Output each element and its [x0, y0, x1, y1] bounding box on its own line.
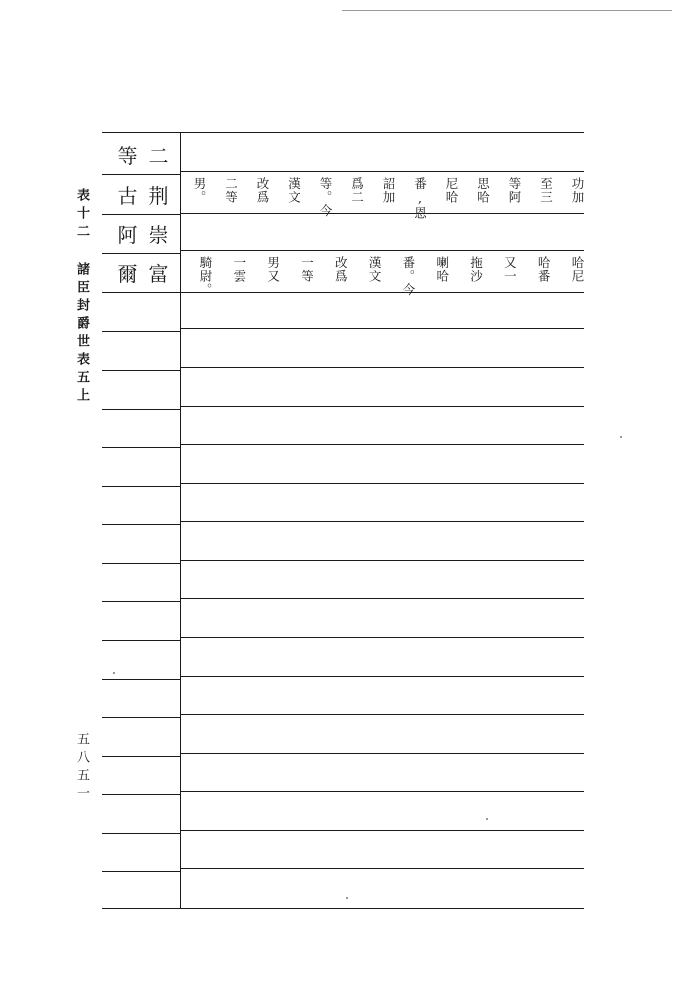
row-rule — [102, 447, 181, 448]
name-char: 古 — [117, 183, 138, 208]
row-rule — [102, 601, 181, 602]
entry-column: 二等 — [223, 177, 239, 204]
entry-column: 番。今 — [400, 256, 416, 297]
entry-column: 拖沙 — [468, 256, 484, 283]
entry-column: 哈番 — [536, 256, 552, 283]
row-rule — [102, 871, 181, 872]
entry-column: 至三 — [538, 177, 554, 204]
row-rule — [181, 328, 584, 329]
entry-column: 思哈 — [475, 177, 491, 204]
row-rule — [102, 524, 181, 525]
row-rule — [181, 637, 584, 638]
row-rule — [181, 598, 584, 599]
table-top-rule — [102, 132, 584, 133]
table-bottom-rule — [102, 908, 584, 909]
row-rule — [181, 521, 584, 522]
row-rule — [181, 753, 584, 754]
top-rule — [342, 10, 672, 11]
entry-column: 哈尼 — [569, 256, 585, 283]
entry-column: 詔加 — [381, 177, 396, 204]
row-rule — [102, 331, 181, 332]
name-char: 爾 — [117, 261, 138, 286]
row-rule — [102, 756, 181, 757]
print-speck — [620, 436, 622, 438]
row-rule — [102, 409, 181, 410]
print-speck — [486, 818, 488, 820]
entry-column: 又一 — [502, 256, 518, 283]
name-cell — [112, 254, 174, 290]
entry-row-2 — [198, 256, 585, 297]
entry-row-1 — [192, 177, 585, 220]
row-rule — [181, 250, 584, 251]
entry-column: 漢文 — [286, 177, 302, 204]
row-rule — [102, 679, 181, 680]
row-rule — [102, 833, 181, 834]
entry-column: 番,恩 — [412, 177, 428, 220]
name-char: 荆 — [148, 183, 169, 208]
table-label: 表十二 — [74, 188, 89, 242]
row-rule — [102, 563, 181, 564]
name-char: 崇 — [148, 222, 169, 247]
row-rule — [181, 213, 584, 214]
row-rule — [181, 676, 584, 677]
page-number: 五八五一 — [74, 732, 89, 804]
row-rule — [102, 640, 181, 641]
name-cell — [112, 176, 174, 212]
row-rule — [181, 367, 584, 368]
row-rule — [102, 486, 181, 487]
name-char: 等 — [117, 143, 138, 168]
section-title: 諸臣封爵世表五上 — [74, 262, 89, 406]
entry-column: 等。今 — [318, 177, 333, 218]
name-char: 富 — [148, 261, 169, 286]
row-rule — [181, 868, 584, 869]
entry-column: 功加 — [570, 177, 585, 204]
entry-column: 男。 — [192, 177, 207, 204]
name-cell — [112, 136, 174, 172]
row-rule — [102, 292, 584, 293]
entry-column: 騎尉。 — [198, 256, 213, 297]
row-rule — [181, 406, 584, 407]
name-cell — [112, 215, 174, 251]
row-rule — [181, 560, 584, 561]
row-rule — [181, 714, 584, 715]
row-rule — [181, 791, 584, 792]
entry-column: 喇哈 — [434, 256, 450, 283]
row-rule — [102, 174, 181, 175]
row-rule — [181, 483, 584, 484]
entry-column: 等阿 — [507, 177, 522, 204]
row-rule — [181, 171, 584, 172]
entry-column: 一等 — [299, 256, 315, 283]
print-speck — [346, 897, 348, 899]
row-rule — [102, 717, 181, 718]
entry-column: 改爲 — [333, 256, 349, 283]
entry-column: 尼哈 — [444, 177, 459, 204]
entry-column: 漢文 — [367, 256, 383, 283]
entry-column: 一雲 — [231, 256, 247, 283]
row-rule — [102, 370, 181, 371]
row-rule — [102, 794, 181, 795]
entry-column: 男又 — [265, 256, 281, 283]
name-char: 二 — [148, 143, 169, 168]
name-char: 阿 — [117, 222, 138, 247]
entry-column: 改爲 — [255, 177, 270, 204]
row-rule — [181, 830, 584, 831]
entry-column: 爲二 — [349, 177, 365, 204]
row-rule — [181, 444, 584, 445]
print-speck — [113, 672, 115, 674]
